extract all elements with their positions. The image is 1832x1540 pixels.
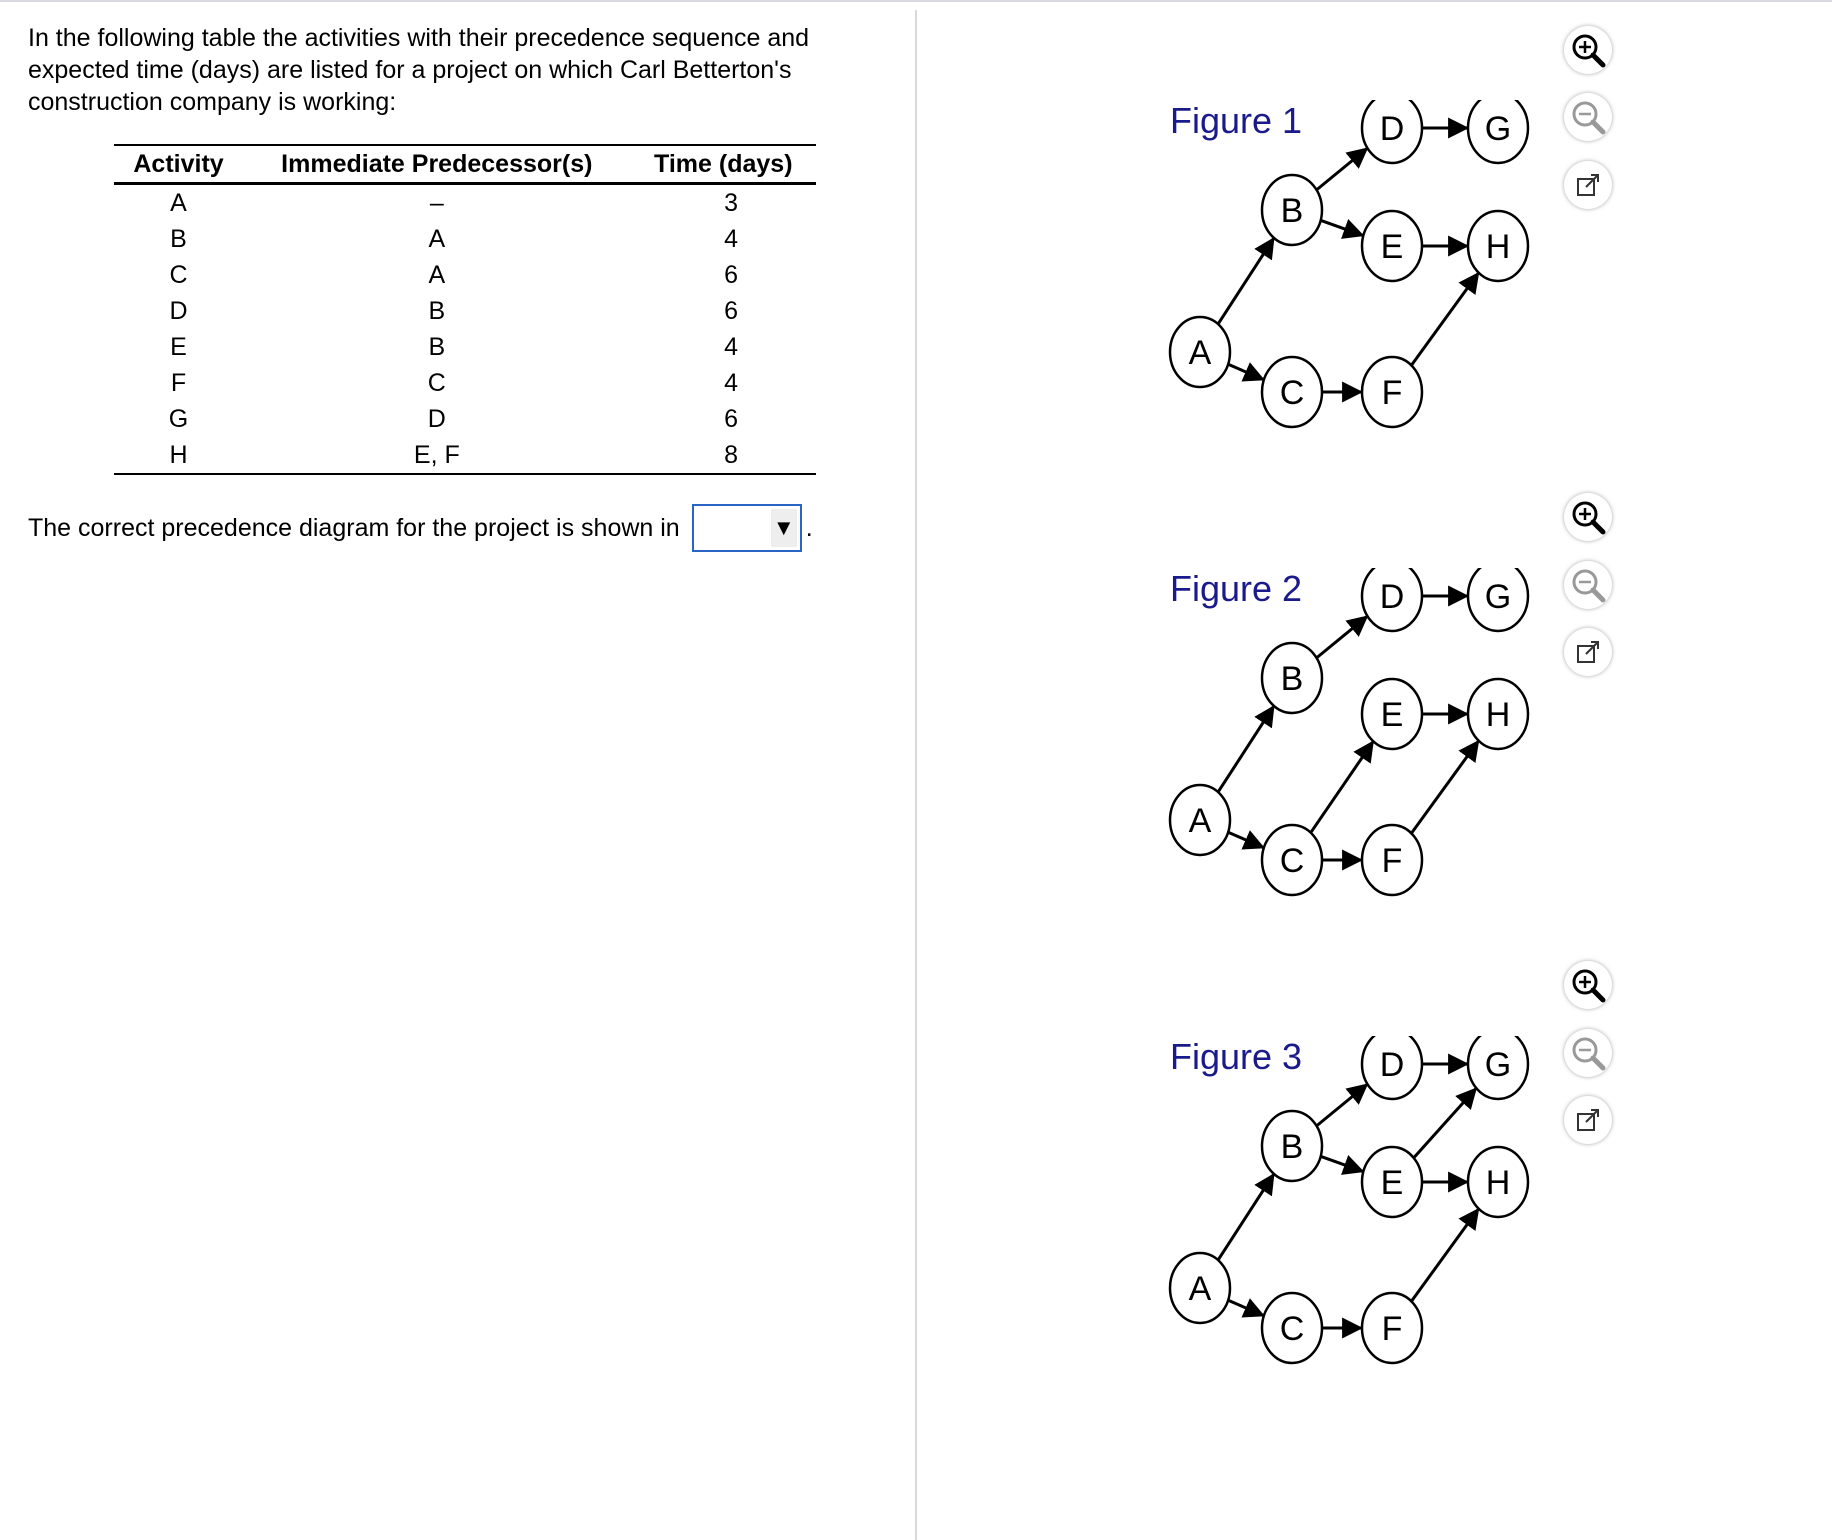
node-h xyxy=(1468,679,1528,749)
edge-f-h xyxy=(1412,742,1478,833)
node-d xyxy=(1362,1036,1422,1099)
cell-time: 6 xyxy=(724,404,738,433)
node-c xyxy=(1262,357,1322,427)
dropdown-arrow-icon[interactable]: ▼ xyxy=(771,509,797,547)
node-label: F xyxy=(1381,842,1403,880)
cell-activity: A xyxy=(170,188,187,217)
node-label: H xyxy=(1485,696,1511,734)
figure-2-zoom-out-button[interactable] xyxy=(1564,561,1612,609)
node-label: E xyxy=(1380,1164,1404,1202)
answer-prompt: The correct precedence diagram for the project is shown in xyxy=(28,514,680,542)
edge-a-c xyxy=(1229,833,1263,848)
table-row xyxy=(114,401,816,437)
cell-predecessors: B xyxy=(428,296,446,325)
cell-time: 6 xyxy=(724,260,738,289)
node-c xyxy=(1262,1293,1322,1363)
node-label: D xyxy=(1379,1046,1405,1084)
node-label: H xyxy=(1485,228,1511,266)
figure-1-title: Figure 1 xyxy=(1170,100,1303,141)
edge-a-c xyxy=(1229,1301,1263,1316)
node-g xyxy=(1468,100,1528,163)
cell-time: 4 xyxy=(724,224,738,253)
edge-b-d xyxy=(1317,149,1366,189)
table-row xyxy=(114,221,816,257)
node-e xyxy=(1362,679,1422,749)
header-predecessors: Immediate Predecessor(s) xyxy=(243,145,631,184)
node-label: D xyxy=(1379,110,1405,148)
figure-1-diagram xyxy=(1150,100,1550,460)
cell-predecessors: B xyxy=(428,332,446,361)
edge-b-e xyxy=(1322,1157,1363,1172)
node-label: A xyxy=(1188,802,1212,840)
zoom-out-icon xyxy=(1568,565,1608,605)
node-h xyxy=(1468,1147,1528,1217)
cell-time: 8 xyxy=(631,437,816,474)
cell-activity: E xyxy=(170,332,187,361)
figure-3-diagram xyxy=(1150,1036,1550,1396)
node-f xyxy=(1362,825,1422,895)
node-g xyxy=(1468,568,1528,631)
table-row xyxy=(114,257,816,293)
node-label: B xyxy=(1280,660,1304,698)
pane-divider xyxy=(915,10,917,1540)
node-label: B xyxy=(1280,192,1304,230)
node-e xyxy=(1362,211,1422,281)
cell-time: 6 xyxy=(724,296,738,325)
figure-3-zoom-in-button[interactable] xyxy=(1564,961,1612,1009)
figure-1-zoom-out-button[interactable] xyxy=(1564,93,1612,141)
cell-predecessors: C xyxy=(427,368,446,397)
node-a xyxy=(1170,785,1230,855)
cell-activity: F xyxy=(170,368,187,397)
answer-period: . xyxy=(805,514,813,542)
node-a xyxy=(1170,317,1230,387)
header-activity: Activity xyxy=(114,145,243,184)
figure-3-title: Figure 3 xyxy=(1170,1036,1303,1077)
cell-predecessors: – xyxy=(429,188,444,217)
node-label: E xyxy=(1380,696,1404,734)
figure-1 xyxy=(1150,100,1550,460)
table-row xyxy=(114,293,816,329)
node-d xyxy=(1362,568,1422,631)
node-f xyxy=(1362,1293,1422,1363)
edge-f-h xyxy=(1412,274,1478,365)
cell-predecessors: D xyxy=(427,404,446,433)
figure-2-popup-button[interactable] xyxy=(1564,628,1612,676)
node-b xyxy=(1262,175,1322,245)
figure-2-title: Figure 2 xyxy=(1170,568,1303,609)
table-header-row xyxy=(114,145,816,184)
figure-1-zoom-in-button[interactable] xyxy=(1564,26,1612,74)
cell-activity: H xyxy=(114,437,243,474)
zoom-out-icon xyxy=(1568,1033,1608,1073)
node-label: A xyxy=(1188,334,1212,372)
zoom-in-icon xyxy=(1568,30,1608,70)
edge-a-b xyxy=(1219,239,1274,323)
node-b xyxy=(1262,643,1322,713)
table-body xyxy=(114,184,816,475)
node-label: G xyxy=(1484,1046,1512,1084)
node-b xyxy=(1262,1111,1322,1181)
answer-dropdown[interactable] xyxy=(692,504,802,552)
edge-e-g xyxy=(1414,1089,1475,1157)
cell-predecessors: E, F xyxy=(243,437,631,474)
open-popup-icon xyxy=(1568,1100,1608,1140)
cell-predecessors: A xyxy=(428,224,446,253)
figure-2 xyxy=(1150,568,1550,928)
figure-2-zoom-in-button[interactable] xyxy=(1564,493,1612,541)
edge-a-b xyxy=(1219,1175,1274,1259)
node-label: D xyxy=(1379,578,1405,616)
figure-3 xyxy=(1150,1036,1550,1396)
node-label: A xyxy=(1188,1270,1212,1308)
zoom-in-icon xyxy=(1568,965,1608,1005)
node-label: G xyxy=(1484,578,1512,616)
zoom-in-icon xyxy=(1568,497,1608,537)
open-popup-icon xyxy=(1568,165,1608,205)
cell-activity: D xyxy=(169,296,188,325)
cell-time: 4 xyxy=(724,332,738,361)
node-label: C xyxy=(1279,842,1305,880)
edge-a-b xyxy=(1219,707,1274,791)
node-label: C xyxy=(1279,374,1305,412)
cell-activity: B xyxy=(170,224,187,253)
figure-1-popup-button[interactable] xyxy=(1564,161,1612,209)
table-row xyxy=(114,437,816,474)
edge-b-d xyxy=(1317,1085,1366,1125)
cell-activity: C xyxy=(169,260,188,289)
cell-time: 4 xyxy=(724,368,738,397)
answer-sentence xyxy=(28,504,813,552)
table-row xyxy=(114,184,816,222)
edge-b-e xyxy=(1322,221,1363,236)
node-label: G xyxy=(1484,110,1512,148)
node-g xyxy=(1468,1036,1528,1099)
node-d xyxy=(1362,100,1422,163)
node-a xyxy=(1170,1253,1230,1323)
node-label: C xyxy=(1279,1310,1305,1348)
table-row xyxy=(114,329,816,365)
edge-b-d xyxy=(1317,617,1366,657)
activity-table xyxy=(114,144,816,475)
node-label: E xyxy=(1380,228,1404,266)
node-f xyxy=(1362,357,1422,427)
table-row xyxy=(114,365,816,401)
edge-c-e xyxy=(1311,742,1372,832)
node-label: B xyxy=(1280,1128,1304,1166)
figure-3-popup-button[interactable] xyxy=(1564,1096,1612,1144)
edge-f-h xyxy=(1412,1210,1478,1301)
cell-activity: G xyxy=(168,404,189,433)
question-intro: In the following table the activities with their precedence sequence and expected time (days) are listed for a project on which Carl Betterton's construction company is working: xyxy=(28,24,810,116)
figure-2-diagram xyxy=(1150,568,1550,928)
cell-time: 3 xyxy=(724,188,738,217)
node-e xyxy=(1362,1147,1422,1217)
cell-predecessors: A xyxy=(428,260,446,289)
node-h xyxy=(1468,211,1528,281)
node-label: H xyxy=(1485,1164,1511,1202)
figure-3-zoom-out-button[interactable] xyxy=(1564,1029,1612,1077)
header-time: Time (days) xyxy=(631,145,816,184)
node-label: F xyxy=(1381,1310,1403,1348)
open-popup-icon xyxy=(1568,632,1608,672)
node-c xyxy=(1262,825,1322,895)
edge-a-c xyxy=(1229,365,1263,380)
node-label: F xyxy=(1381,374,1403,412)
top-border xyxy=(0,0,1832,2)
zoom-out-icon xyxy=(1568,97,1608,137)
